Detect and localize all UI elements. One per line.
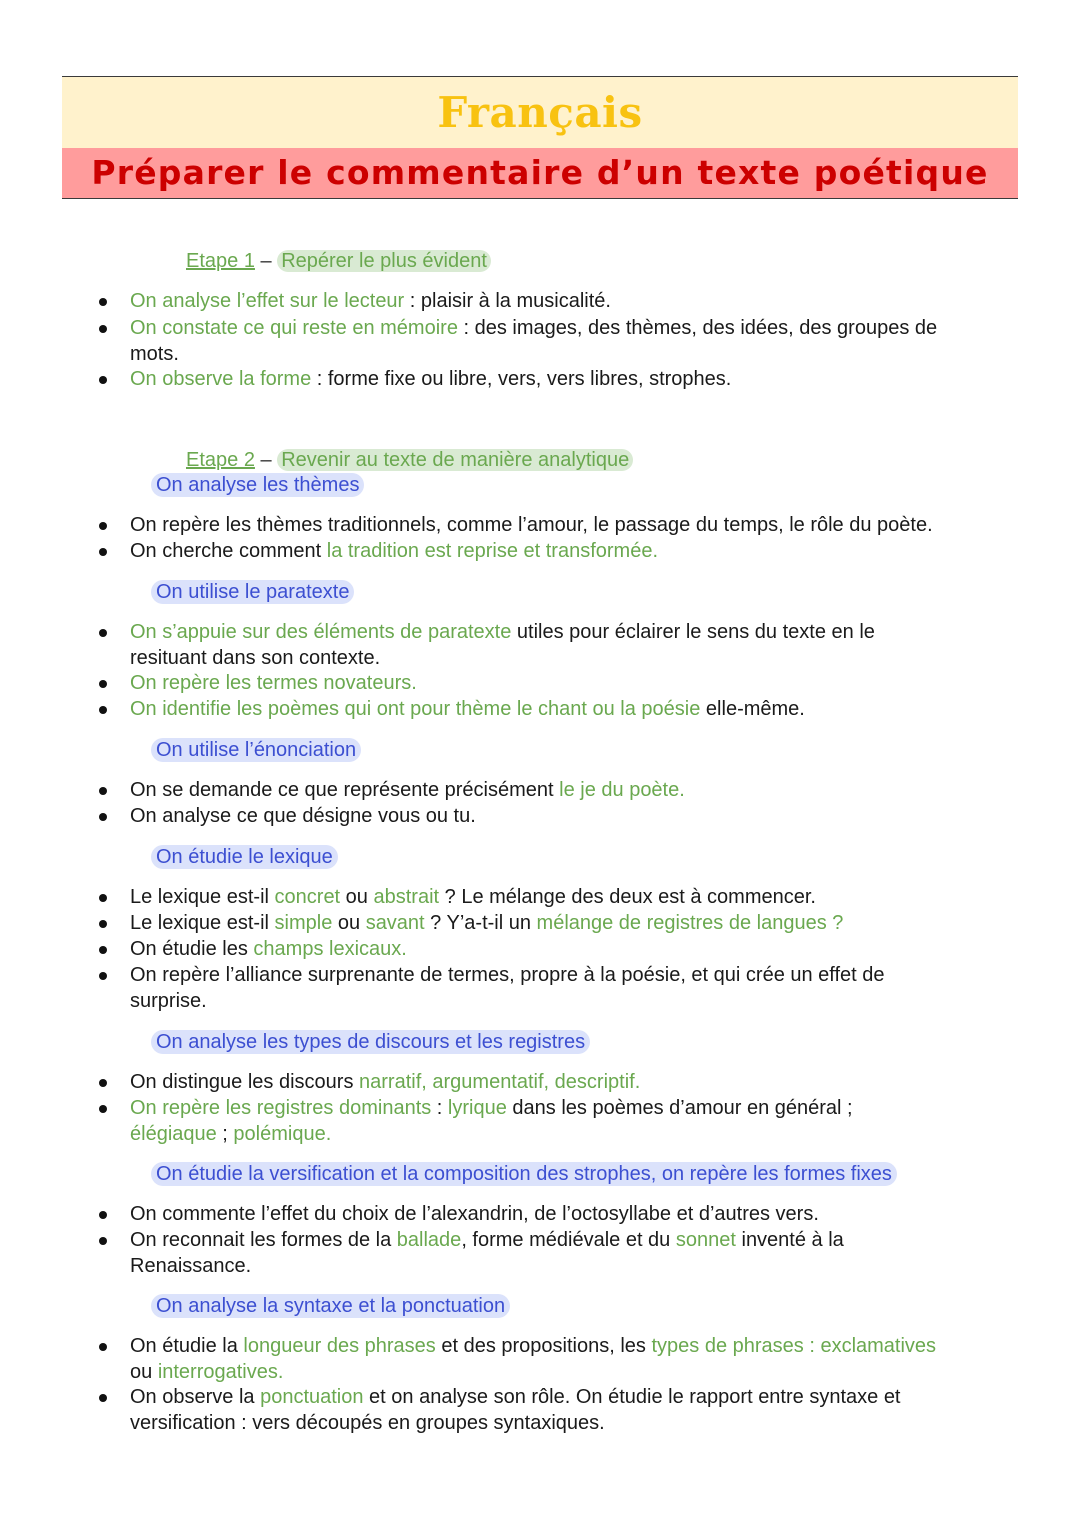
list-item: On repère les thèmes traditionnels, comme l’amour, le passage du temps, le rôle du poète. <box>130 513 1020 539</box>
section-heading-paratexte: On utilise le paratexte <box>151 579 354 605</box>
page-title: Français <box>437 88 643 137</box>
list-item: On étudie les champs lexicaux. <box>130 937 1020 963</box>
step-2-label: Etape 2 <box>186 449 255 471</box>
list-item: On cherche comment la tradition est reprise et transformée. <box>130 539 1020 565</box>
section-heading-versification: On étudie la versification et la composition des strophes, on repère les formes fixes <box>151 1161 897 1187</box>
list-item: On s’appuie sur des éléments de paratexte utiles pour éclairer le sens du texte en le resituant dans son contexte. <box>130 620 1020 671</box>
section-heading-lexique: On étudie le lexique <box>151 844 338 870</box>
list-item: On analyse ce que désigne vous ou tu. <box>130 804 1020 830</box>
list-item: On observe la forme : forme fixe ou libre, vers, vers libres, strophes. <box>130 367 1020 393</box>
list-item: On constate ce qui reste en mémoire : des images, des thèmes, des idées, des groupes de mots. <box>130 316 1020 367</box>
list-item: On étudie la longueur des phrases et des propositions, les types de phrases : exclamatives ou interrogatives. <box>130 1334 1020 1385</box>
section-heading-themes: On analyse les thèmes <box>151 472 364 498</box>
list-item: On analyse l’effet sur le lecteur : plaisir à la musicalité. <box>130 289 1020 315</box>
document-header <box>62 76 1018 199</box>
section-heading-syntaxe: On analyse la syntaxe et la ponctuation <box>151 1293 510 1319</box>
step-1-label: Etape 1 <box>186 250 255 272</box>
list-item: On observe la ponctuation et on analyse son rôle. On étudie le rapport entre syntaxe et versification : vers découpés en groupes syntaxiques. <box>130 1385 1020 1436</box>
step-1-dash: – <box>254 250 278 272</box>
title-band <box>62 77 1018 148</box>
list-item: On repère les termes novateurs. <box>130 671 1020 697</box>
section-heading-enonciation: On utilise l’énonciation <box>151 737 361 763</box>
step-2-dash: – <box>254 449 278 471</box>
page-subtitle: Préparer le commentaire d’un texte poétique <box>91 153 989 192</box>
step-2-title: Revenir au texte de manière analytique <box>277 449 633 471</box>
list-item: Le lexique est-il simple ou savant ? Y’a-t-il un mélange de registres de langues ? <box>130 911 1020 937</box>
list-item: On repère l’alliance surprenante de termes, propre à la poésie, et qui crée un effet de surprise. <box>130 963 1020 1014</box>
step-1-title: Repérer le plus évident <box>277 250 491 272</box>
step-2-heading <box>186 447 633 473</box>
section-heading-discours: On analyse les types de discours et les registres <box>151 1029 590 1055</box>
list-item: On distingue les discours narratif, argumentatif, descriptif. <box>130 1070 1020 1096</box>
list-item: On commente l’effet du choix de l’alexandrin, de l’octosyllabe et d’autres vers. <box>130 1202 1020 1228</box>
list-item: Le lexique est-il concret ou abstrait ? Le mélange des deux est à commencer. <box>130 885 1020 911</box>
subtitle-band <box>62 148 1018 198</box>
list-item: On repère les registres dominants : lyrique dans les poèmes d’amour en général ; élégiaque ; polémique. <box>130 1096 1020 1147</box>
list-item: On reconnait les formes de la ballade, forme médiévale et du sonnet inventé à la Renaissance. <box>130 1228 1020 1279</box>
step-1-heading <box>186 248 491 274</box>
list-item: On identifie les poèmes qui ont pour thème le chant ou la poésie elle-même. <box>130 697 1020 723</box>
list-item: On se demande ce que représente précisément le je du poète. <box>130 778 1020 804</box>
